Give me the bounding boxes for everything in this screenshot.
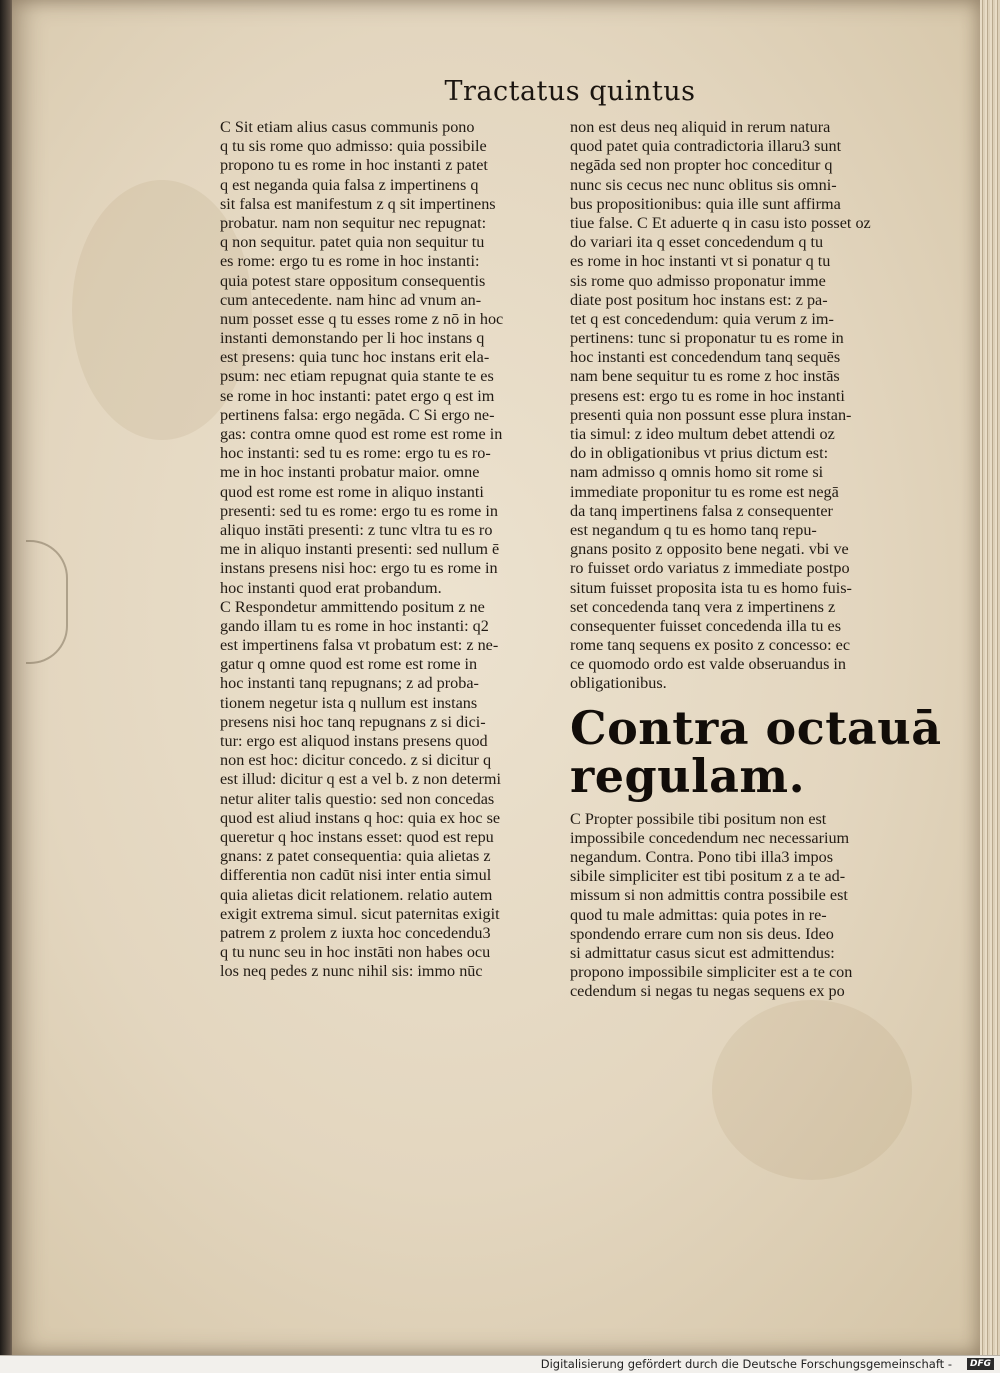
text-line: pertinens falsa: ergo negāda. C Si ergo ne- [220, 405, 495, 424]
text-line: quia alietas dicit relationem. relatio autem [220, 885, 493, 904]
text-line: es rome in hoc instanti vt si ponatur q tu [570, 252, 831, 271]
text-line: propono impossibile simpliciter est a te con [570, 963, 853, 982]
text-line: tet q est concedendum: quia verum z im- [570, 309, 834, 328]
text-line: sit falsa est manifestum z q sit impertinens [220, 194, 496, 213]
text-line: missum si non admittis contra possibile est [570, 886, 848, 905]
text-line: quia potest stare oppositum consequentis [220, 271, 486, 290]
section-heading-line: Contra octauā [570, 700, 942, 755]
text-line: psum: nec etiam repugnat quia stante te es [220, 367, 494, 386]
text-line: nam bene sequitur tu es rome z hoc instās [570, 367, 840, 386]
text-line: se rome in hoc instanti: patet ergo q est im [220, 386, 495, 405]
text-line: cedendum si negas tu negas sequens ex po [570, 982, 845, 1001]
text-line: exigit extrema simul. sicut paternitas exigit [220, 904, 500, 923]
text-line: q tu nunc seu in hoc instāti non habes ocu [220, 943, 491, 962]
text-line: los neq pedes z nunc nihil sis: immo nūc [220, 962, 483, 981]
left-text-column [220, 118, 560, 981]
text-line: quod patet quia contradictoria illaru3 sunt [570, 137, 842, 156]
text-line: rome tanq sequens ex posito z concesso: ec [570, 636, 851, 655]
text-line: tia simul: z ideo multum debet attendi oz [570, 425, 835, 443]
section-heading-block [570, 700, 942, 803]
text-line: q tu sis rome quo admisso: quia possibile [220, 137, 487, 156]
text-line: quod est aliud instans q hoc: quia ex hoc se [220, 808, 501, 827]
right-column-top-text [570, 118, 918, 694]
footer-credit: Digitalisierung gefördert durch die Deutsche Forschungsgemeinschaft - [540, 1357, 952, 1371]
text-line: diate post positum hoc instans est: z pa- [570, 290, 828, 309]
text-line: C Respondetur ammittendo positum z ne [220, 597, 485, 616]
text-line: ro fuisset ordo variatus z immediate postpo [570, 559, 850, 578]
text-line: est negandum q tu es homo tanq repu- [570, 520, 817, 539]
text-line: me in hoc instanti probatur maior. omne [220, 463, 480, 482]
text-line: est impertinens falsa vt probatum est: z ne- [220, 636, 499, 655]
text-line: presenti: sed tu es rome: ergo tu es rome in [220, 501, 498, 520]
text-line: patrem z prolem z iuxta hoc concedendu3 [220, 923, 491, 942]
text-line: sibile simpliciter est tibi positum z a te ad- [570, 867, 846, 886]
text-line: negandum. Contra. Pono tibi illa3 impos [570, 848, 834, 866]
text-line: me in aliquo instanti presenti: sed nullum ē [220, 540, 500, 559]
text-line: hoc instanti: sed tu es rome: ergo tu es ro- [220, 444, 491, 463]
text-line: C Sit etiam alius casus communis pono [220, 118, 475, 136]
page-edge [980, 0, 1000, 1355]
text-line: si admittatur casus sicut est admittendus: [570, 943, 835, 962]
text-line: pertinens: tunc si proponatur tu es rome in [570, 329, 844, 348]
text-line: do in obligationibus vt prius dictum est: [570, 444, 829, 463]
page-stain [712, 1000, 912, 1180]
text-line: est presens: quia tunc hoc instans erit ela- [220, 348, 490, 367]
right-column-bottom-text [570, 810, 918, 1002]
text-line: non est deus neq aliquid in rerum natura [570, 118, 831, 136]
text-line: presenti quia non possunt esse plura instan- [570, 405, 852, 424]
digitization-footer [0, 1355, 1000, 1373]
text-line: aliquo instāti presenti: z tunc vltra tu es ro [220, 520, 493, 539]
text-line: presens nisi hoc tanq repugnans z si dici- [220, 712, 486, 731]
text-line: quod tu male admittas: quia potes in re- [570, 905, 827, 924]
text-line: tur: ergo est aliquod instans presens quod [220, 732, 488, 750]
text-line: immediate proponitur tu es rome est negā [570, 482, 839, 501]
text-line: tionem negetur ista q nullum est instans [220, 693, 478, 712]
text-line: gando illam tu es rome in hoc instanti: q2 [220, 616, 489, 635]
text-line: negāda sed non propter hoc conceditur q [570, 156, 833, 175]
text-line: non est hoc: dicitur concedo. z si dicitur q [220, 751, 492, 770]
text-line: est illud: dicitur q est a vel b. z non determi [220, 770, 501, 789]
text-line: nam admisso q omnis homo sit rome si [570, 463, 824, 482]
text-line: gnans posito z opposito bene negati. vbi ve [570, 540, 849, 559]
text-line: situm fuisset proposita ista tu es homo fuis- [570, 578, 852, 597]
text-line: hoc instanti est concedendum tanq sequēs [570, 348, 841, 367]
text-line: nunc sis cecus nec nunc oblitus sis omni- [570, 175, 837, 194]
text-line: ce quomodo ordo est valde obseruandus in [570, 655, 847, 674]
text-line: presens est: ergo tu es rome in hoc instanti [570, 386, 845, 405]
text-line: differentia non cadūt nisi inter entia simul [220, 866, 492, 885]
text-line: gnans: z patet consequentia: quia alietas z [220, 847, 491, 866]
text-line: do variari ita q esset concedendum q tu [570, 233, 824, 252]
text-line: consequenter fuisset concedenda illa tu es [570, 616, 842, 635]
text-line: da tanq impertinens falsa z consequenter [570, 501, 833, 520]
text-line: quod est rome est rome in aliquo instanti [220, 482, 484, 501]
text-line: propono tu es rome in hoc instanti z patet [220, 156, 488, 175]
text-line: bus propositionibus: quia ille sunt affirma [570, 194, 841, 213]
running-head: Tractatus quintus [444, 76, 696, 107]
text-line: gatur q omne quod est rome est rome in [220, 655, 478, 674]
text-line: instanti demonstando per li hoc instans q [220, 329, 485, 348]
text-line: set concedenda tanq vera z impertinens z [570, 597, 836, 616]
text-line: probatur. nam non sequitur nec repugnat: [220, 213, 487, 232]
text-line: impossibile concedendum nec necessarium [570, 828, 850, 847]
text-line: hoc instanti tanq repugnans; z ad proba- [220, 674, 479, 693]
text-line: es rome: ergo tu es rome in hoc instanti: [220, 252, 480, 271]
text-line: num posset esse q tu esses rome z nō in hoc [220, 309, 504, 328]
dfg-logo: DFG [967, 1358, 994, 1370]
text-line: q est neganda quia falsa z impertinens q [220, 175, 479, 194]
text-line: netur aliter talis questio: sed non concedas [220, 789, 495, 808]
text-line: hoc instanti quod erat probandum. [220, 578, 442, 597]
text-line: obligationibus. [570, 674, 667, 693]
text-line: q non sequitur. patet quia non sequitur tu [220, 233, 485, 252]
text-line: sis rome quo admisso proponatur imme [570, 271, 826, 290]
section-heading-line: regulam. [570, 748, 806, 803]
text-line: spondendo errare cum non sis deus. Ideo [570, 924, 834, 943]
text-line: tiue false. C Et aduerte q in casu isto posset oz [570, 213, 871, 232]
right-text-column [570, 118, 942, 1002]
text-line: instans presens nisi hoc: ergo tu es rome in [220, 559, 498, 578]
text-line: gas: contra omne quod est rome est rome in [220, 425, 503, 443]
page-clip-mark [26, 540, 68, 664]
text-line: cum antecedente. nam hinc ad vnum an- [220, 290, 482, 309]
text-line: queretur q hoc instans esset: quod est repu [220, 827, 494, 846]
text-line: C Propter possibile tibi positum non est [570, 809, 827, 828]
